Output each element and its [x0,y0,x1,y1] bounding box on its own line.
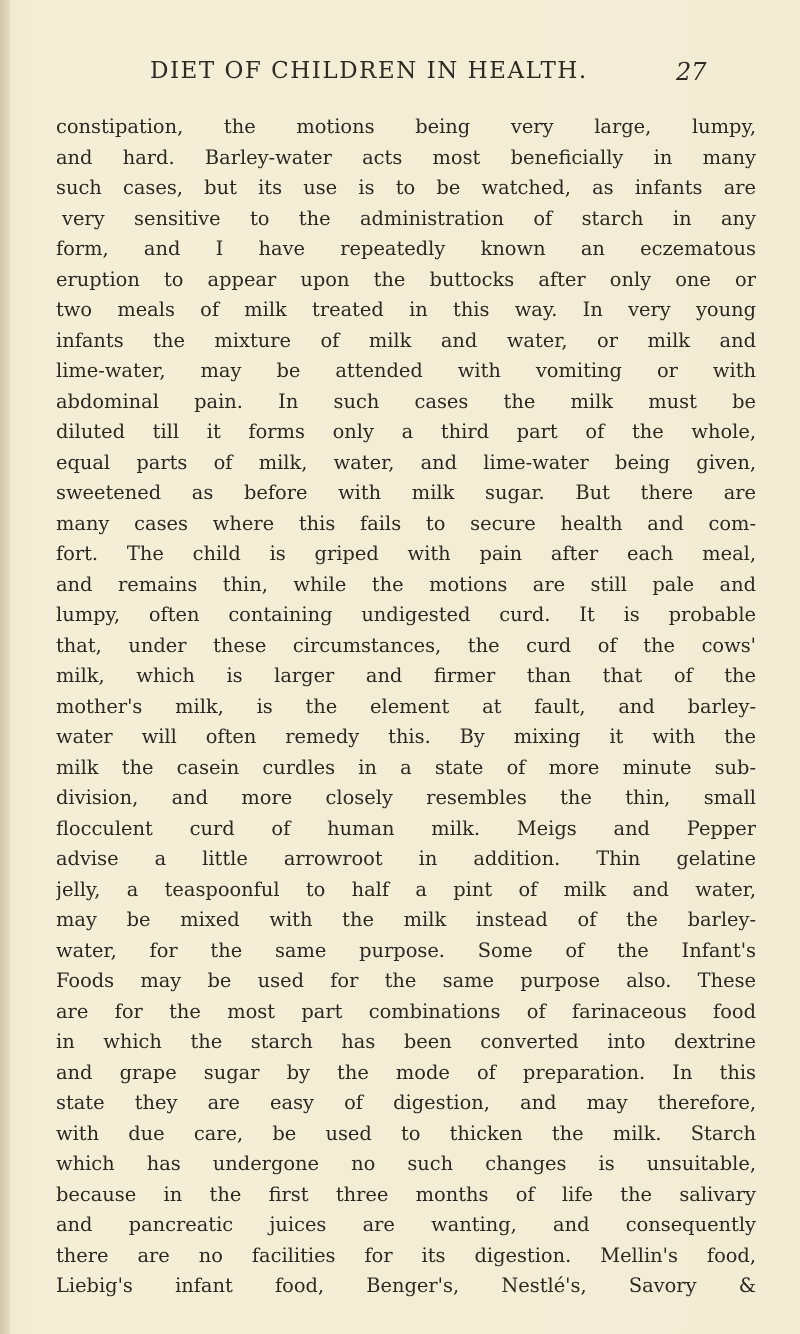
running-head: DIET OF CHILDREN IN HEALTH. [150,58,588,84]
text-line: eruption to appear upon the buttocks after only one or [56,267,756,291]
text-line: very sensitive to the administration of starch in any [62,206,756,230]
text-line: water will often remedy this. By mixing it with the [56,725,756,748]
text-line: there are no facilities for its digestion. Mellin's food, [56,1243,756,1267]
text-line: many cases where this fails to secure health and com- [56,511,756,535]
text-line: form, and I have repeatedly known an eczematous [56,237,756,260]
page-binding-edge [0,0,10,1334]
text-line: Liebig's infant food, Benger's, Nestlé's, Savory & [56,1274,756,1297]
text-line: in which the starch has been converted into dextrine [56,1030,756,1053]
text-line: and grape sugar by the mode of preparation. In this [56,1060,756,1084]
text-line: milk, which is larger and firmer than that of the [56,664,756,687]
text-line: which has undergone no such changes is unsuitable, [56,1152,756,1175]
text-line: are for the most part combinations of farinaceous food [56,999,756,1023]
page-number: 27 [676,58,707,86]
text-line: fort. The child is griped with pain after each meal, [56,542,756,565]
body-text [56,112,756,1302]
text-line: infants the mixture of milk and water, or milk and [56,328,756,352]
text-line: lumpy, often containing undigested curd. It is probable [56,603,756,626]
text-line: such cases, but its use is to be watched, as infants are [56,176,756,199]
text-line: sweetened as before with milk sugar. But there are [56,481,756,504]
text-line: advise a little arrowroot in addition. Thin gelatine [56,847,756,870]
text-line: that, under these circumstances, the curd of the cows' [56,633,756,657]
text-line: abdominal pain. In such cases the milk must be [56,389,756,413]
text-line: state they are easy of digestion, and may therefore, [56,1091,756,1114]
page-header [0,58,800,92]
text-line: Foods may be used for the same purpose also. These [56,969,756,992]
text-line: with due care, be used to thicken the milk. Starch [56,1121,756,1145]
text-line: two meals of milk treated in this way. In very young [56,298,756,321]
text-line: constipation, the motions being very large, lumpy, [56,115,756,138]
text-line: mother's milk, is the element at fault, and barley- [56,694,756,718]
text-line: flocculent curd of human milk. Meigs and Pepper [56,816,756,840]
text-line: division, and more closely resembles the thin, small [56,786,756,809]
text-line: may be mixed with the milk instead of the barley- [56,908,756,931]
text-line: lime-water, may be attended with vomiting or with [56,359,756,382]
text-line: jelly, a teaspoonful to half a pint of milk and water, [56,877,756,901]
text-line: equal parts of milk, water, and lime-water being given, [56,450,756,474]
text-line: water, for the same purpose. Some of the Infant's [56,938,756,962]
text-line: and pancreatic juices are wanting, and consequently [56,1213,756,1236]
text-line: and remains thin, while the motions are still pale and [56,572,756,596]
text-line: because in the first three months of life the salivary [56,1182,756,1206]
text-line: diluted till it forms only a third part of the whole, [56,420,756,443]
text-line: milk the casein curdles in a state of more minute sub- [56,755,756,779]
text-line: and hard. Barley-water acts most beneficially in many [56,145,756,169]
